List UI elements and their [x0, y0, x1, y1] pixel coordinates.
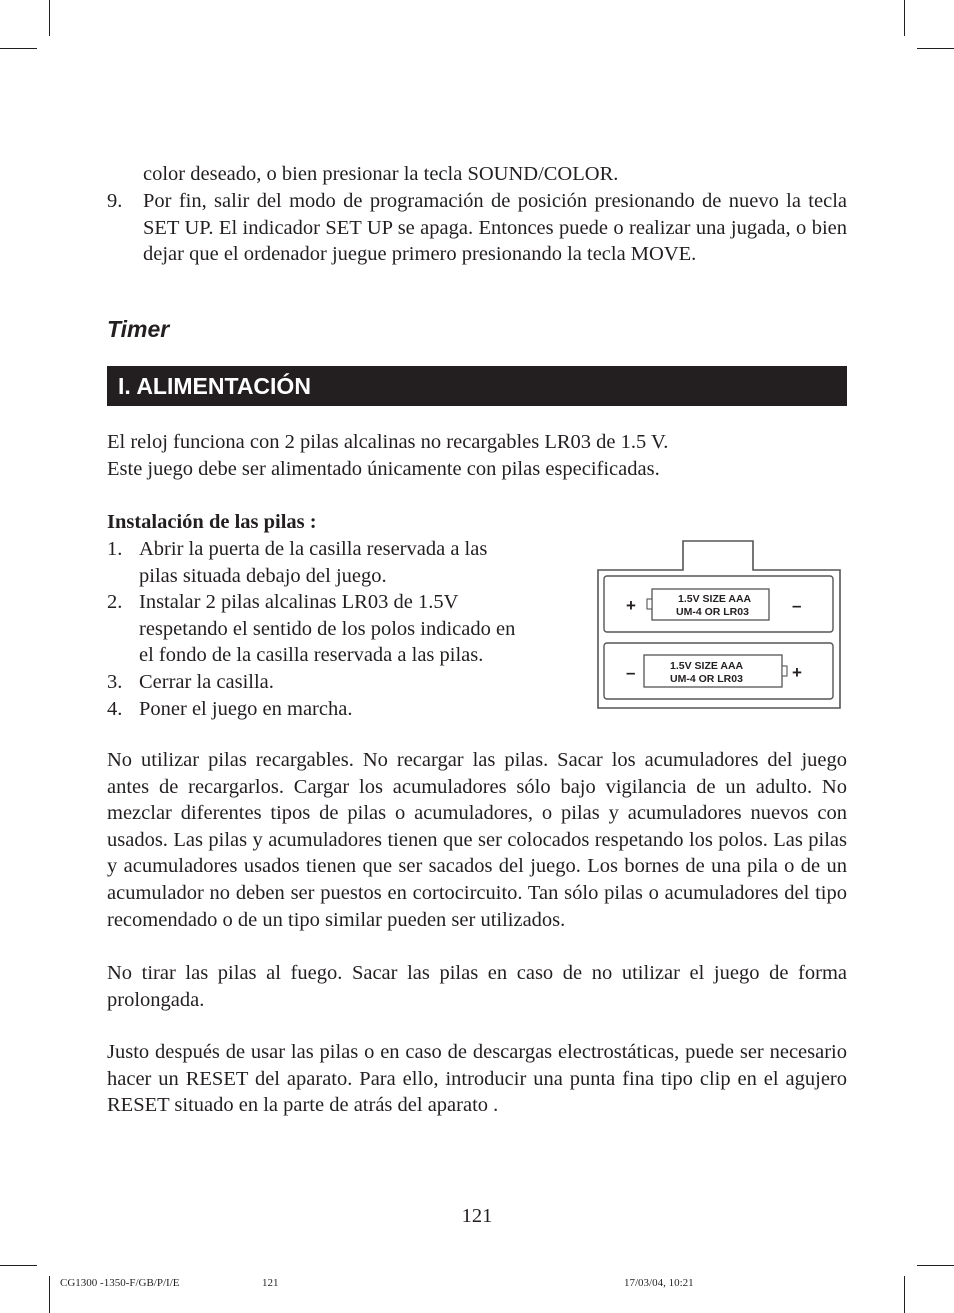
- crop-mark: [49, 0, 50, 36]
- footer-page: 121: [262, 1277, 279, 1289]
- fire-paragraph: No tirar las pilas al fuego. Sacar las pilas en caso de no utilizar el juego de forma prolongada.: [107, 962, 847, 1011]
- step-number: 4.: [107, 697, 123, 720]
- list-item: [107, 589, 567, 616]
- continued-line: color deseado, o bien presionar la tecla SOUND/COLOR.: [143, 163, 619, 185]
- step-number: 1.: [107, 538, 123, 560]
- battery-compartment-diagram: [594, 536, 844, 712]
- crop-mark: [49, 1276, 50, 1313]
- page-number: 121: [461, 1205, 493, 1227]
- intro-line-2: Este juego debe ser alimentado únicamente con pilas especificadas.: [107, 458, 660, 480]
- crop-mark: [917, 48, 954, 49]
- footer-doc-code: CG1300 -1350-F/GB/P/I/E: [60, 1277, 180, 1289]
- footer-datetime: 17/03/04, 10:21: [624, 1277, 694, 1289]
- plus-sign: +: [792, 663, 802, 682]
- list-item: [107, 669, 567, 696]
- step-text: Poner el juego en marcha.: [139, 697, 353, 720]
- chapter-band-title: I. ALIMENTACIÓN: [107, 366, 847, 406]
- crop-mark: [0, 1265, 37, 1266]
- step-text: Cerrar la casilla.: [139, 670, 274, 693]
- reset-paragraph: Justo después de usar las pilas o en caso de descargas electrostáticas, puede ser necesario hacer un RESET del aparato. Para ello, introducir una punta fina tipo clip en el agujero RESET situado en la parte de atrás del aparato .: [107, 1041, 847, 1117]
- battery-2-label-1: 1.5V SIZE AAA: [670, 660, 744, 672]
- battery-1-label-2: UM-4 OR LR03: [676, 606, 749, 618]
- battery-2-label-2: UM-4 OR LR03: [670, 673, 743, 685]
- crop-mark: [904, 0, 905, 36]
- minus-sign: –: [792, 596, 802, 615]
- list-item-9-number: 9.: [107, 190, 123, 212]
- step-number: 2.: [107, 591, 123, 614]
- list-item-continuation: el fondo de la casilla reservada a las pilas.: [139, 644, 484, 667]
- plus-sign: +: [626, 596, 636, 615]
- crop-mark: [0, 48, 37, 49]
- step-text: Abrir la puerta de la casilla reservada a las: [139, 538, 488, 560]
- list-item-continuation: respetando el sentido de los polos indicado en: [139, 617, 516, 640]
- step-number: 3.: [107, 670, 123, 693]
- battery-2-terminal: [782, 666, 787, 676]
- crop-mark: [904, 1276, 905, 1313]
- warning-paragraph: No utilizar pilas recargables. No recargar las pilas. Sacar los acumuladores del juego antes de recargarlos. Cargar los acumuladores sólo bajo vigilancia de un adulto. No mezclar diferentes tipos de pilas o acumuladores, o pilas y acumuladores nuevos con usados. Las pilas y acumuladores tienen que ser colocados respetando los polos. Las pilas y acumuladores usados tienen que ser sacados del juego. Los bornes de una pila o de un acumulador no deben ser puestos en cortocircuito. Tan sólo pilas o acumuladores del tipo recomendado o de un tipo similar pueden ser utilizados.: [107, 749, 847, 931]
- battery-1-label-1: 1.5V SIZE AAA: [678, 593, 752, 605]
- minus-sign: –: [626, 663, 636, 682]
- list-item-continuation: pilas situada debajo del juego.: [139, 564, 387, 587]
- install-heading: Instalación de las pilas :: [107, 511, 317, 533]
- battery-1-terminal: [647, 599, 652, 609]
- crop-mark: [917, 1265, 954, 1266]
- list-item: [107, 536, 567, 563]
- step-list: [107, 536, 567, 722]
- list-item-9-text: Por fin, salir del modo de programación de posición presionando de nuevo la tecla SET UP. El indicador SET UP se apaga. Entonces puede o realizar una jugada, o bien dejar que el ordenador juegue primero presionando la tecla MOVE.: [143, 190, 847, 266]
- section-title: Timer: [107, 316, 170, 342]
- list-item: [107, 696, 567, 723]
- step-text: Instalar 2 pilas alcalinas LR03 de 1.5V: [139, 591, 459, 614]
- intro-line-1: El reloj funciona con 2 pilas alcalinas no recargables LR03 de 1.5 V.: [107, 431, 669, 453]
